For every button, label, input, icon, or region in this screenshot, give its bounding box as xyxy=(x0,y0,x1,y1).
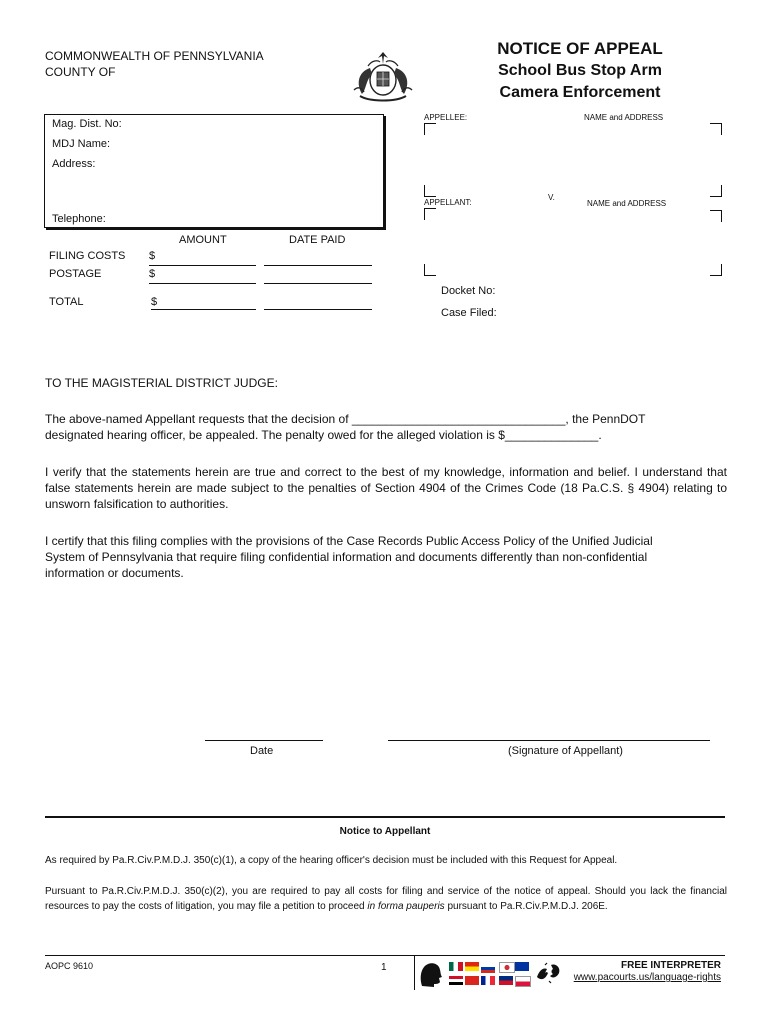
mdj-name-label: MDJ Name: xyxy=(52,138,111,150)
total-currency: $ xyxy=(151,296,158,308)
telephone-label: Telephone: xyxy=(52,213,106,225)
appellee-name-address-label: NAME and ADDRESS xyxy=(584,113,664,122)
notice-paragraph-2 xyxy=(45,884,727,914)
title-line-1: NOTICE OF APPEAL xyxy=(497,39,663,58)
flag-poland-icon xyxy=(515,976,531,987)
date-label: Date xyxy=(250,745,274,757)
amount-header: AMOUNT xyxy=(179,234,227,246)
footer-divider xyxy=(45,955,725,956)
appellee-bracket-bottom-left xyxy=(424,185,436,197)
appellee-label: APPELLEE: xyxy=(424,113,468,122)
page-number: 1 xyxy=(381,962,387,973)
postage-date-line xyxy=(264,283,372,284)
appellee-bracket-top-right xyxy=(710,123,722,135)
flag-mexico-icon xyxy=(449,962,463,971)
date-paid-header: DATE PAID xyxy=(289,234,346,246)
appeal-request-line-2: designated hearing officer, be appealed. The penalty owed for the alleged violation is $______________. xyxy=(45,428,602,442)
total-label: TOTAL xyxy=(49,296,84,308)
form-id: AOPC 9610 xyxy=(45,961,94,971)
speaking-head-icon xyxy=(418,960,444,988)
appellant-label: APPELLANT: xyxy=(424,198,472,207)
appellant-bracket-top-left xyxy=(424,208,436,220)
postage-currency: $ xyxy=(149,268,156,280)
certification-paragraph: I certify that this filing complies with the provisions of the Case Records Public Access Policy of the Unified Judicial System of Pennsylvania that require filing confidential information and documents differently than non-confidential information or documents. xyxy=(45,534,653,580)
notice-title: Notice to Appellant xyxy=(339,826,431,837)
sign-language-icon xyxy=(535,961,563,985)
postage-amount-line xyxy=(149,283,256,284)
case-filed-label: Case Filed: xyxy=(441,307,497,319)
mag-dist-label: Mag. Dist. No: xyxy=(52,118,122,130)
flag-china-icon xyxy=(465,962,479,971)
interpreter-title: FREE INTERPRETER xyxy=(620,960,721,971)
appeal-request-paragraph xyxy=(45,411,727,443)
total-date-line xyxy=(264,309,372,310)
appeal-request-line-1: The above-named Appellant requests that the decision of ________________________________, the PennDOT xyxy=(45,412,646,426)
filing-amount-line xyxy=(149,265,256,266)
notice-divider xyxy=(45,816,725,818)
flag-egypt-icon xyxy=(449,976,463,985)
flag-haiti-icon xyxy=(515,962,529,971)
title-line-3: Camera Enforcement xyxy=(499,84,661,101)
notice-p2-italic: in forma pauperis xyxy=(367,901,445,912)
date-signature-line xyxy=(205,740,323,741)
appellee-bracket-top-left xyxy=(424,123,436,135)
commonwealth-label: COMMONWEALTH OF PENNSYLVANIA xyxy=(45,49,264,63)
appellant-signature-line xyxy=(388,740,710,741)
appellee-bracket-bottom-right xyxy=(710,185,722,197)
notice-p2-text-end: pursuant to Pa.R.Civ.P.M.D.J. 206E. xyxy=(444,901,608,912)
pennsylvania-seal-icon xyxy=(348,46,418,106)
footer-vertical-divider xyxy=(414,956,415,990)
appellant-name-address-label: NAME and ADDRESS xyxy=(587,199,667,208)
total-amount-line xyxy=(151,309,256,310)
flag-vietnam-icon xyxy=(465,976,479,985)
versus-label: V. xyxy=(548,193,555,202)
county-label: COUNTY OF xyxy=(45,65,116,79)
addressee: TO THE MAGISTERIAL DISTRICT JUDGE: xyxy=(45,376,278,390)
appellant-bracket-bottom-left xyxy=(424,264,436,276)
header-org xyxy=(45,48,264,80)
signature-label: (Signature of Appellant) xyxy=(508,745,623,757)
flag-russia-icon xyxy=(481,964,495,973)
court-info-box xyxy=(44,114,384,228)
form-title xyxy=(460,38,700,104)
flag-korea-icon xyxy=(499,962,515,973)
title-line-2: School Bus Stop Arm xyxy=(498,62,662,79)
notice-paragraph-1: As required by Pa.R.Civ.P.M.D.J. 350(c)(1), a copy of the hearing officer's decision must be included with this Request for Appeal. xyxy=(45,855,618,866)
interpreter-block xyxy=(566,960,721,984)
docket-label: Docket No: xyxy=(441,285,496,297)
verification-paragraph: I verify that the statements herein are true and correct to the best of my knowledge, information and belief. I understand that false statements herein are made subject to the penalties of Section 4904 of the Crimes Code (18 Pa.C.S. § 4904) relating to unsworn falsification to authorities. xyxy=(45,465,727,511)
appellant-bracket-bottom-right xyxy=(710,264,722,276)
notice-p2-text: Pursuant to Pa.R.Civ.P.M.D.J. 350(c)(2), you are required to pay all costs for filing and service of the notice of appeal. Should you lack the financial resources to pay the costs of litigation, you may file a petition to proceed xyxy=(45,886,727,912)
appellant-bracket-top-right xyxy=(710,210,722,222)
filing-date-line xyxy=(264,265,372,266)
address-label: Address: xyxy=(52,158,96,170)
filing-costs-label: FILING COSTS xyxy=(49,250,126,262)
language-rights-link[interactable]: www.pacourts.us/language-rights xyxy=(573,972,721,983)
flag-france-icon xyxy=(481,976,495,985)
filing-costs-currency: $ xyxy=(149,250,156,262)
flag-cambodia-icon xyxy=(499,976,513,985)
postage-label: POSTAGE xyxy=(49,268,102,280)
